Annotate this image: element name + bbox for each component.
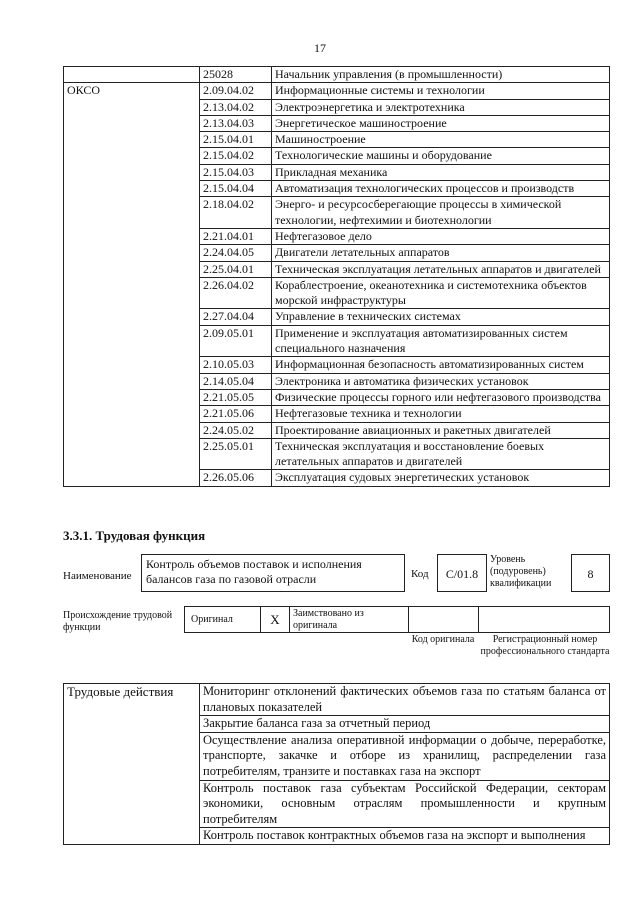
okso-code: 2.27.04.04: [200, 309, 272, 325]
okso-name: Информационные системы и технологии: [272, 83, 610, 99]
okso-code: 2.09.04.02: [200, 83, 272, 99]
okso-code: 2.14.05.04: [200, 373, 272, 389]
okso-code: 2.10.05.03: [200, 357, 272, 373]
okso-name: Машиностроение: [272, 132, 610, 148]
okso-name: Энерго- и ресурсосберегающие процессы в химической технологии, нефтехимии и биотехнологии: [272, 197, 610, 229]
okso-code: 2.09.05.01: [200, 325, 272, 357]
okso-name: Кораблестроение, океанотехника и системотехника объектов морской инфраструктуры: [272, 277, 610, 309]
okso-name: Начальник управления (в промышленности): [272, 67, 610, 83]
qualification-level-box: [571, 554, 610, 592]
okso-code: 2.21.04.01: [200, 228, 272, 244]
page-number: 17: [314, 41, 326, 55]
okso-code: 2.26.05.06: [200, 470, 272, 486]
labor-action-item: Осуществление анализа оперативной информации о добыче, переработке, транспорте, закачке и отборе из хранилищ, распределении газа потребителям, транзите и поставках газа на экспорт: [200, 732, 610, 780]
okso-code: 2.13.04.02: [200, 99, 272, 115]
labor-actions-label: Трудовые действия: [64, 684, 200, 845]
function-name-value: Контроль объемов поставок и исполнения балансов газа по газовой отрасли: [146, 557, 362, 586]
labor-action-item: Контроль поставок газа субъектам Российской Федерации, секторам экономики, основным отраслям промышленности и крупным потребителям: [200, 780, 610, 828]
original-label: Оригинал: [191, 614, 233, 625]
function-name-box: [141, 554, 405, 592]
original-mark: X: [270, 612, 280, 627]
okso-name: Технологические машины и оборудование: [272, 148, 610, 164]
okso-row: [64, 83, 610, 99]
okso-name: Электроника и автоматика физических установок: [272, 373, 610, 389]
okso-name: Нефтегазовое дело: [272, 228, 610, 244]
okso-code: 2.15.04.03: [200, 164, 272, 180]
okso-top-row: [64, 67, 610, 83]
okso-top-empty-cell: [64, 67, 200, 83]
okso-code: 2.21.05.05: [200, 389, 272, 405]
okso-label: ОКСО: [64, 83, 200, 486]
okso-name: Техническая эксплуатация летательных аппаратов и двигателей: [272, 261, 610, 277]
okso-table: [63, 66, 610, 487]
okso-name: Управление в технических системах: [272, 309, 610, 325]
qualification-level-value: 8: [587, 567, 594, 581]
labor-action-item: Закрытие баланса газа за отчетный период: [200, 716, 610, 733]
labor-action-item: Мониторинг отклонений фактических объемов газа по статьям баланса от плановых показателей: [200, 684, 610, 716]
reg-number-caption: Регистрационный номер профессионального стандарта: [480, 634, 610, 657]
origin-label: Происхождение трудовой функции: [63, 610, 173, 633]
original-mark-cell: [261, 607, 290, 632]
section-title: 3.3.1. Трудовая функция: [63, 528, 206, 543]
okso-code: 2.15.04.01: [200, 132, 272, 148]
okso-name: Прикладная механика: [272, 164, 610, 180]
okso-code: 2.15.04.04: [200, 181, 272, 197]
okso-code: 2.18.04.02: [200, 197, 272, 229]
labor-action-item: Контроль поставок контрактных объемов газа на экспорт и выполнения: [200, 828, 610, 845]
okso-code: 2.21.05.06: [200, 406, 272, 422]
borrowed-label: Заимствовано из оригинала: [293, 608, 364, 631]
okso-name: Эксплуатация судовых энергетических установок: [272, 470, 610, 486]
code-original-cell: [409, 607, 479, 632]
okso-name: Двигатели летательных аппаратов: [272, 245, 610, 261]
origin-row: [184, 606, 610, 633]
okso-name: Энергетическое машиностроение: [272, 115, 610, 131]
function-code-box: [437, 554, 487, 592]
okso-name: Применение и эксплуатация автоматизированных систем специального назначения: [272, 325, 610, 357]
okso-name: Техническая эксплуатация и восстановление боевых летательных аппаратов и двигателей: [272, 438, 610, 470]
okso-code: 2.25.05.01: [200, 438, 272, 470]
name-label: Наименование: [63, 570, 132, 582]
okso-code: 2.24.04.05: [200, 245, 272, 261]
okso-code: 2.25.04.01: [200, 261, 272, 277]
original-cell: [185, 607, 261, 632]
okso-name: Автоматизация технологических процессов и производств: [272, 181, 610, 197]
okso-code: 2.13.04.03: [200, 115, 272, 131]
okso-name: Нефтегазовые техника и технологии: [272, 406, 610, 422]
qualification-level-label: Уровень (подуровень) квалификации: [490, 554, 552, 589]
code-original-caption: Код оригинала: [411, 634, 475, 645]
labor-actions-table: [63, 683, 610, 845]
okso-code: 2.24.05.02: [200, 422, 272, 438]
okso-name: Физические процессы горного или нефтегазового производства: [272, 389, 610, 405]
function-code-value: C/01.8: [445, 567, 479, 581]
okso-name: Проектирование авиационных и ракетных двигателей: [272, 422, 610, 438]
okso-code: 2.15.04.02: [200, 148, 272, 164]
okso-code: 25028: [200, 67, 272, 83]
code-label: Код: [411, 568, 429, 580]
okso-code: 2.26.04.02: [200, 277, 272, 309]
borrowed-cell: [290, 607, 409, 632]
okso-name: Информационная безопасность автоматизированных систем: [272, 357, 610, 373]
labor-action-row: [64, 684, 610, 716]
okso-name: Электроэнергетика и электротехника: [272, 99, 610, 115]
